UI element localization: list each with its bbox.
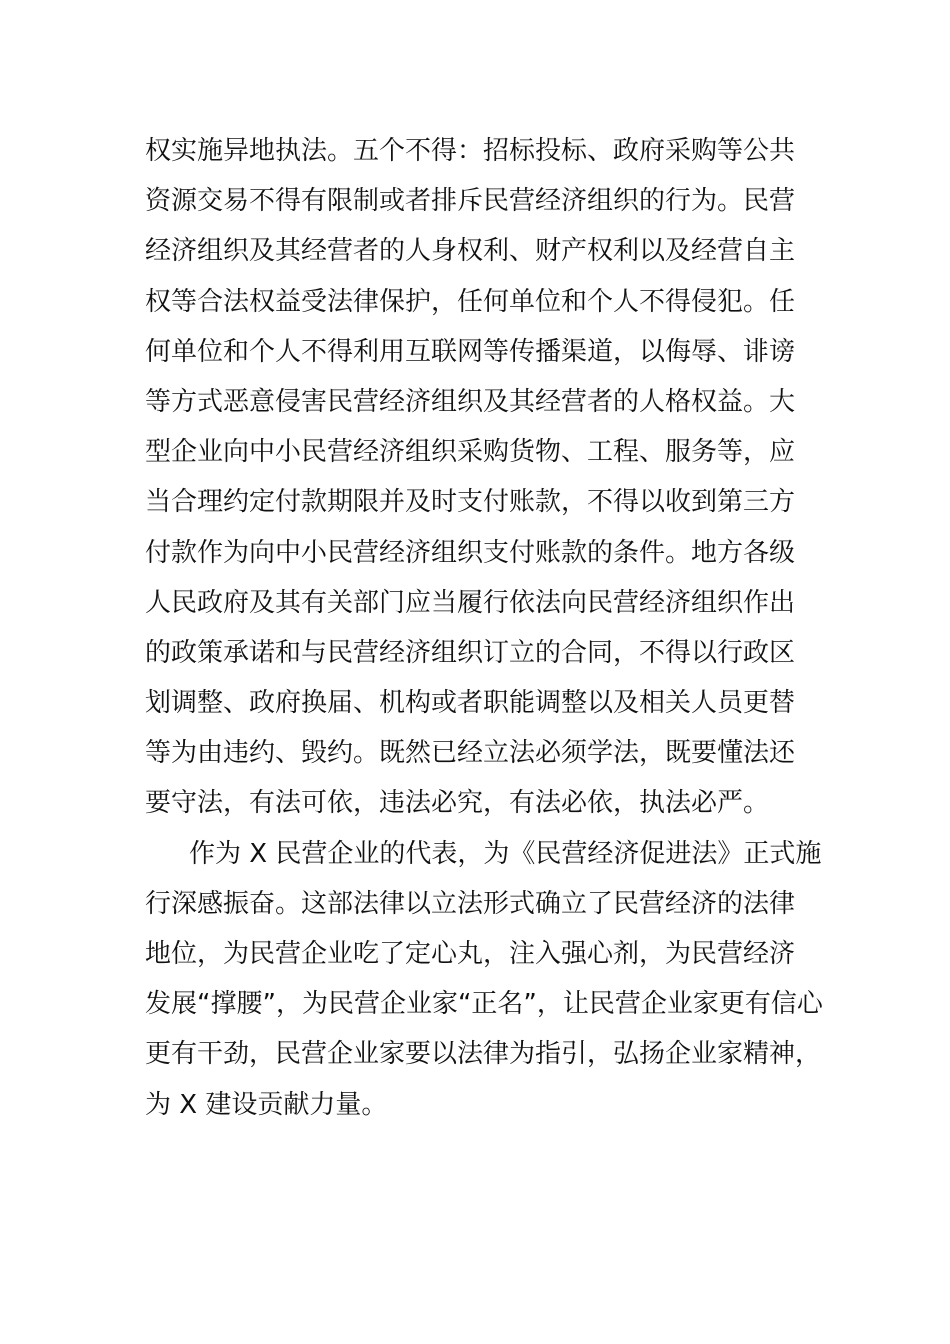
text-line: 等方式恶意侵害民营经济组织及其经营者的人格权益。大 — [145, 386, 796, 417]
text-line: 当合理约定付款期限并及时支付账款，不得以收到第三方 — [145, 487, 796, 518]
paragraph-2 — [145, 829, 825, 1130]
body-text — [145, 126, 825, 1130]
text-line: 的政策承诺和与民营经济组织订立的合同，不得以行政区 — [145, 637, 796, 668]
paragraph-1 — [145, 126, 825, 829]
text-line: 经济组织及其经营者的人身权利、财产权利以及经营自主 — [145, 236, 796, 267]
text-line: 等为由违约、毁约。既然已经立法必须学法，既要懂法还 — [145, 738, 796, 769]
text-line: 为 X 建设贡献力量。 — [145, 1089, 388, 1120]
text-line: 划调整、政府换届、机构或者职能调整以及相关人员更替 — [145, 688, 796, 719]
text-line: 型企业向中小民营经济组织采购货物、工程、服务等，应 — [145, 437, 796, 468]
text-line: 何单位和个人不得利用互联网等传播渠道，以侮辱、诽谤 — [145, 336, 796, 367]
text-line: 更有干劲，民营企业家要以法律为指引，弘扬企业家精神， — [145, 1039, 822, 1070]
text-line: 权等合法权益受法律保护，任何单位和个人不得侵犯。任 — [145, 286, 796, 317]
text-line: 人民政府及其有关部门应当履行依法向民营经济组织作出 — [145, 587, 796, 618]
text-line: 要守法，有法可依，违法必究，有法必依，执法必严。 — [145, 788, 770, 819]
text-line: 作为 X 民营企业的代表，为《民营经济促进法》正式施 — [189, 838, 822, 869]
text-line: 行深感振奋。这部法律以立法形式确立了民营经济的法律 — [145, 888, 796, 919]
text-line: 资源交易不得有限制或者排斥民营经济组织的行为。民营 — [145, 186, 796, 217]
text-line: 发展“撑腰”，为民营企业家“正名”，让民营企业家更有信心 — [145, 989, 823, 1020]
text-line: 地位，为民营企业吃了定心丸，注入强心剂，为民营经济 — [145, 939, 796, 969]
text-line: 权实施异地执法。五个不得：招标投标、政府采购等公共 — [145, 136, 796, 166]
text-line: 付款作为向中小民营经济组织支付账款的条件。地方各级 — [145, 537, 796, 568]
